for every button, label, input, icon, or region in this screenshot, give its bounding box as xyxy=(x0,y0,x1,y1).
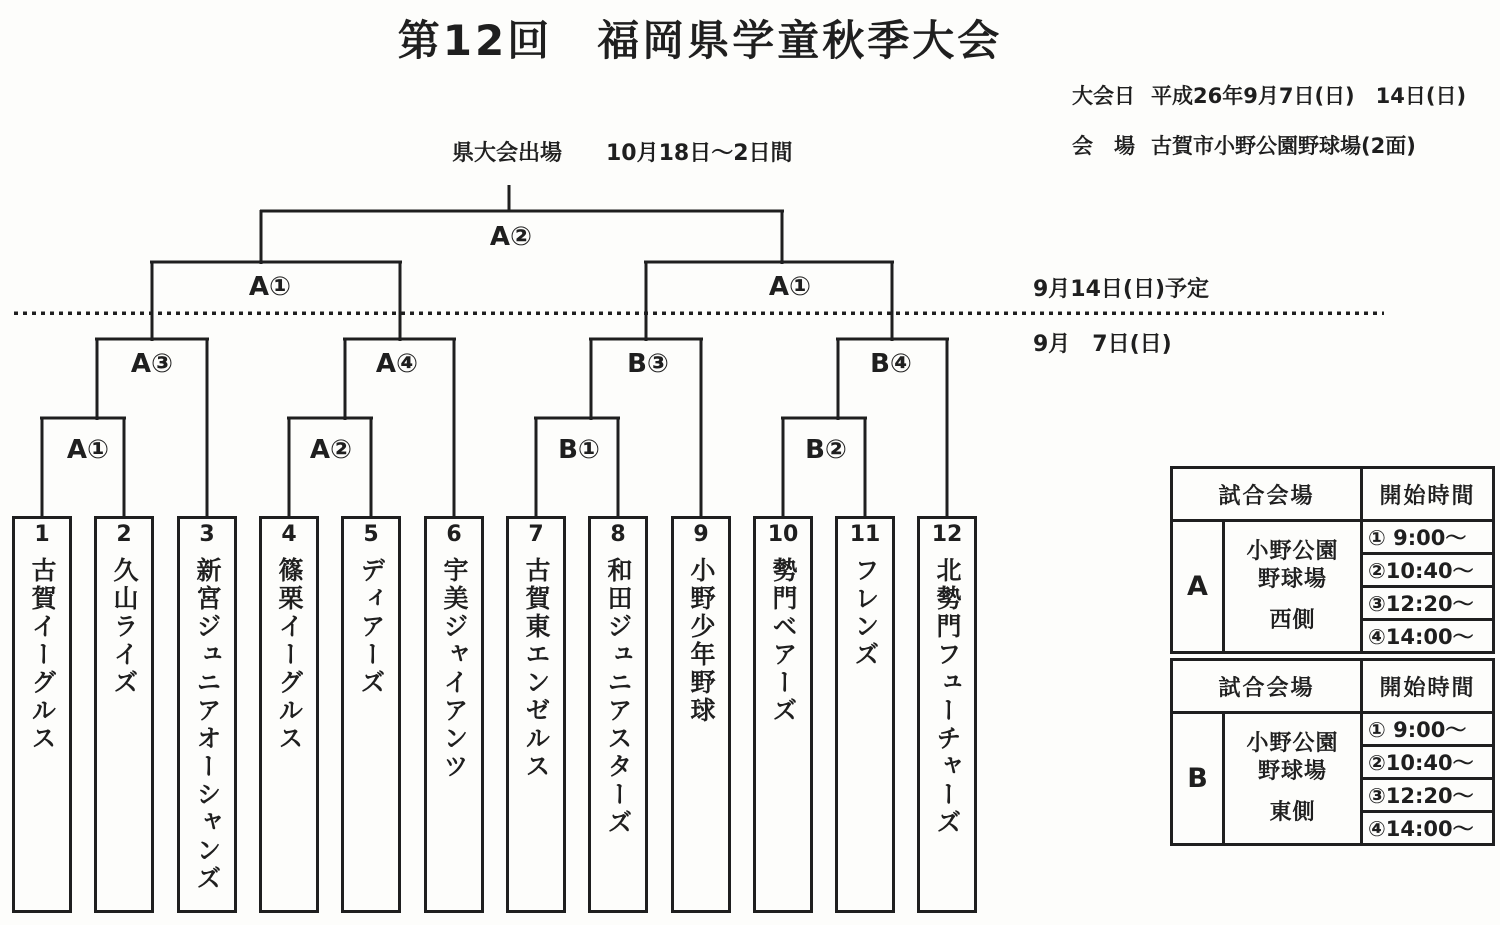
page-title: 第12回 福岡県学童秋季大会 xyxy=(397,16,1003,65)
team-box-3 xyxy=(177,516,237,913)
quarterfinal-label-1: A③ xyxy=(130,349,174,379)
semifinal-day-note: 9月14日(日)予定 xyxy=(1033,277,1210,302)
first-round-label-3: B① xyxy=(558,435,600,465)
event-venue-label: 会 場 xyxy=(1072,134,1135,158)
team-seed: 5 xyxy=(363,522,379,547)
first-day-note: 9月 7日(日) xyxy=(1033,332,1172,357)
first-round-label-2: A② xyxy=(309,435,353,465)
team-box-10 xyxy=(753,516,813,913)
team-name: 篠栗イーグルス xyxy=(275,557,304,754)
first-round-label-1: A① xyxy=(66,435,110,465)
team-seed: 11 xyxy=(849,522,881,547)
venue-side-line: 東側 xyxy=(1269,799,1316,825)
team-name: 古賀イーグルス xyxy=(28,557,57,754)
time-header: 開始時間 xyxy=(1362,660,1494,713)
quarterfinal-label-4: B④ xyxy=(870,349,912,379)
start-time: ④14:00～ xyxy=(1362,812,1494,845)
venue-header: 試合会場 xyxy=(1172,660,1362,713)
venue-table-b xyxy=(1170,658,1495,846)
team-seed: 1 xyxy=(34,522,50,547)
venue-line: 小野公園 xyxy=(1246,730,1339,756)
team-name: 北勢門フューチャーズ xyxy=(933,557,962,838)
team-seed: 2 xyxy=(116,522,132,547)
team-name: 古賀東エンゼルス xyxy=(522,557,551,782)
event-date-value: 平成26年9月7日(日) 14日(日) xyxy=(1151,84,1467,108)
team-box-1 xyxy=(12,516,72,913)
venue-line: 野球場 xyxy=(1258,567,1328,593)
group-a-label: A xyxy=(1172,521,1224,653)
semifinal-left-label: A① xyxy=(248,272,292,302)
final-game-label: A② xyxy=(489,222,533,252)
team-box-4 xyxy=(259,516,319,913)
team-box-9 xyxy=(671,516,731,913)
team-seed: 9 xyxy=(693,522,709,547)
time-header: 開始時間 xyxy=(1362,468,1494,521)
team-box-12 xyxy=(917,516,977,913)
venue-b-cell xyxy=(1224,713,1362,845)
team-name: 久山ライズ xyxy=(110,557,139,698)
team-seed: 6 xyxy=(446,522,462,547)
team-box-11 xyxy=(835,516,895,913)
quarterfinal-label-2: A④ xyxy=(375,349,419,379)
team-name: フレンズ xyxy=(851,557,880,670)
team-name: 宇美ジャイアンツ xyxy=(440,557,469,782)
venue-side-line: 西側 xyxy=(1269,607,1316,633)
start-time: ②10:40～ xyxy=(1362,746,1494,779)
team-box-2 xyxy=(94,516,154,913)
team-seed: 8 xyxy=(610,522,626,547)
start-time: ③12:20～ xyxy=(1362,779,1494,812)
team-name: 勢門ベアーズ xyxy=(769,557,798,726)
venue-table-a xyxy=(1170,466,1495,654)
start-time: ③12:20～ xyxy=(1362,587,1494,620)
team-name: 小野少年野球 xyxy=(687,557,716,726)
venue-line: 小野公園 xyxy=(1246,538,1339,564)
quarterfinal-label-3: B③ xyxy=(627,349,669,379)
team-box-6 xyxy=(424,516,484,913)
team-box-5 xyxy=(341,516,401,913)
team-box-8 xyxy=(588,516,648,913)
team-seed: 12 xyxy=(931,522,963,547)
team-name: 和田ジュニアスターズ xyxy=(604,557,633,838)
venue-header: 試合会場 xyxy=(1172,468,1362,521)
start-time: ① 9:00～ xyxy=(1362,521,1494,554)
event-date-label: 大会日 xyxy=(1072,84,1135,108)
start-time: ① 9:00～ xyxy=(1362,713,1494,746)
team-seed: 3 xyxy=(199,522,215,547)
venue-line: 野球場 xyxy=(1258,759,1328,785)
team-box-7 xyxy=(506,516,566,913)
first-round-label-4: B② xyxy=(805,435,847,465)
team-name: 新宮ジュニアオーシャンズ xyxy=(193,557,222,894)
start-time: ④14:00～ xyxy=(1362,620,1494,653)
advance-note: 県大会出場 10月18日～2日間 xyxy=(452,141,793,166)
event-venue-value: 古賀市小野公園野球場(2面) xyxy=(1151,134,1416,158)
team-seed: 10 xyxy=(767,522,799,547)
start-time: ②10:40～ xyxy=(1362,554,1494,587)
semifinal-right-label: A① xyxy=(768,272,812,302)
group-b-label: B xyxy=(1172,713,1224,845)
team-seed: 7 xyxy=(528,522,544,547)
venue-a-cell xyxy=(1224,521,1362,653)
team-seed: 4 xyxy=(281,522,297,547)
team-name: ディアーズ xyxy=(357,557,386,698)
